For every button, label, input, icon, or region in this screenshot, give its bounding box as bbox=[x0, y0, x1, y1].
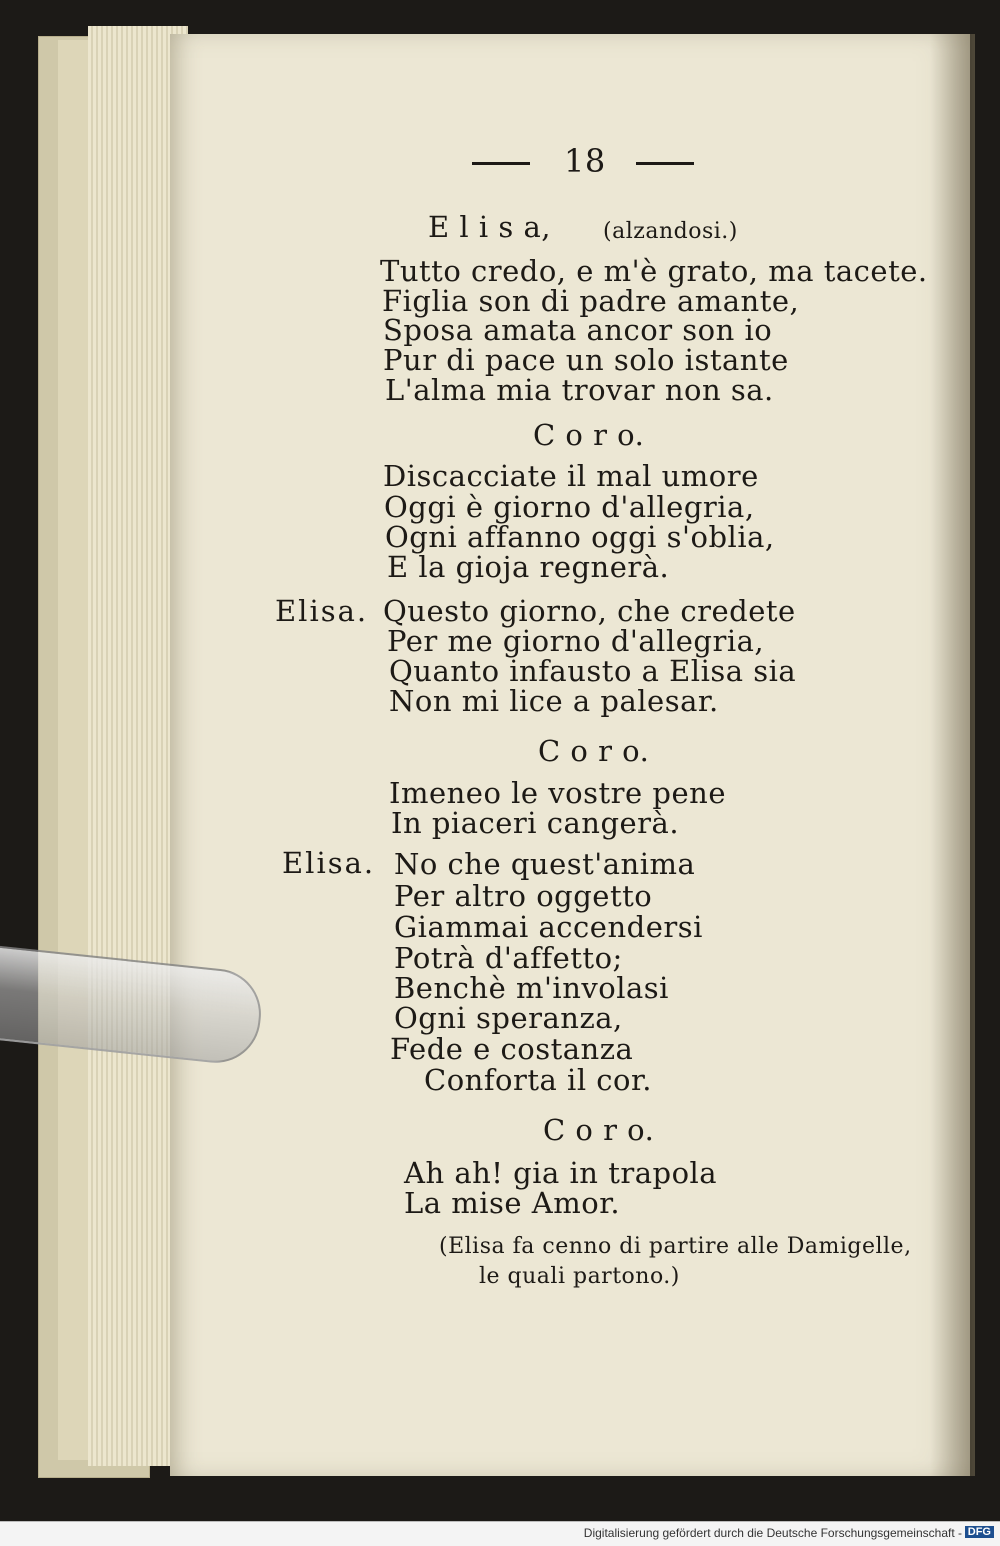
verse-line: Imeneo le vostre pene bbox=[389, 776, 726, 810]
verse-line: Per altro oggetto bbox=[394, 879, 653, 913]
stage-direction: (Elisa fa cenno di partire alle Damigelle, bbox=[439, 1234, 912, 1259]
verse-line: Discacciate il mal umore bbox=[383, 459, 759, 493]
verse-line: Oggi è giorno d'allegria, bbox=[384, 490, 755, 524]
verse-line: E la gioja regnerà. bbox=[387, 550, 670, 584]
footer-credit: Digitalisierung gefördert durch die Deutsche Forschungsgemeinschaft - bbox=[583, 1526, 962, 1540]
verse-line: Per me giorno d'allegria, bbox=[387, 624, 765, 658]
verse-line: Sposa amata ancor son io bbox=[383, 313, 773, 347]
verse-line: Non mi lice a palesar. bbox=[389, 684, 719, 718]
verse-line: Questo giorno, che credete bbox=[383, 594, 796, 628]
verse-line: L'alma mia trovar non sa. bbox=[385, 373, 774, 407]
verse-line: Pur di pace un solo istante bbox=[383, 343, 789, 377]
header-dash-left bbox=[472, 162, 530, 165]
verse-line: Benchè m'involasi bbox=[394, 971, 669, 1005]
verse-line: In piaceri cangerà. bbox=[391, 806, 680, 840]
verse-line: La mise Amor. bbox=[404, 1186, 621, 1220]
digitization-footer bbox=[0, 1521, 1000, 1546]
speaker-label: E l i s a, bbox=[428, 210, 551, 244]
speaker-label: Elisa. bbox=[275, 594, 369, 628]
verse-line: Fede e costanza bbox=[390, 1032, 634, 1066]
stage-direction: (alzandosi.) bbox=[603, 219, 738, 244]
verse-line: Ogni speranza, bbox=[394, 1001, 623, 1035]
chorus-label: C o r o. bbox=[543, 1113, 655, 1147]
stage-direction: le quali partono.) bbox=[479, 1264, 680, 1289]
verse-line: Quanto infausto a Elisa sia bbox=[389, 654, 797, 688]
verse-line: Ah ah! gia in trapola bbox=[404, 1156, 718, 1190]
verse-line: Conforta il cor. bbox=[424, 1063, 652, 1097]
header-dash-right bbox=[636, 162, 694, 165]
page-number: 18 bbox=[564, 142, 606, 180]
speaker-label: Elisa. bbox=[282, 846, 376, 880]
verse-line: Figlia son di padre amante, bbox=[382, 284, 800, 318]
verse-line: No che quest'anima bbox=[394, 847, 696, 881]
verse-line: Ogni affanno oggi s'oblia, bbox=[385, 520, 775, 554]
page-gutter-shadow bbox=[930, 34, 975, 1476]
verse-line: Potrà d'affetto; bbox=[394, 941, 623, 975]
verse-line: Tutto credo, e m'è grato, ma tacete. bbox=[380, 254, 928, 288]
chorus-label: C o r o. bbox=[538, 734, 650, 768]
verse-line: Giammai accendersi bbox=[394, 910, 703, 944]
chorus-label: C o r o. bbox=[533, 418, 645, 452]
dfg-logo: DFG bbox=[965, 1526, 994, 1538]
